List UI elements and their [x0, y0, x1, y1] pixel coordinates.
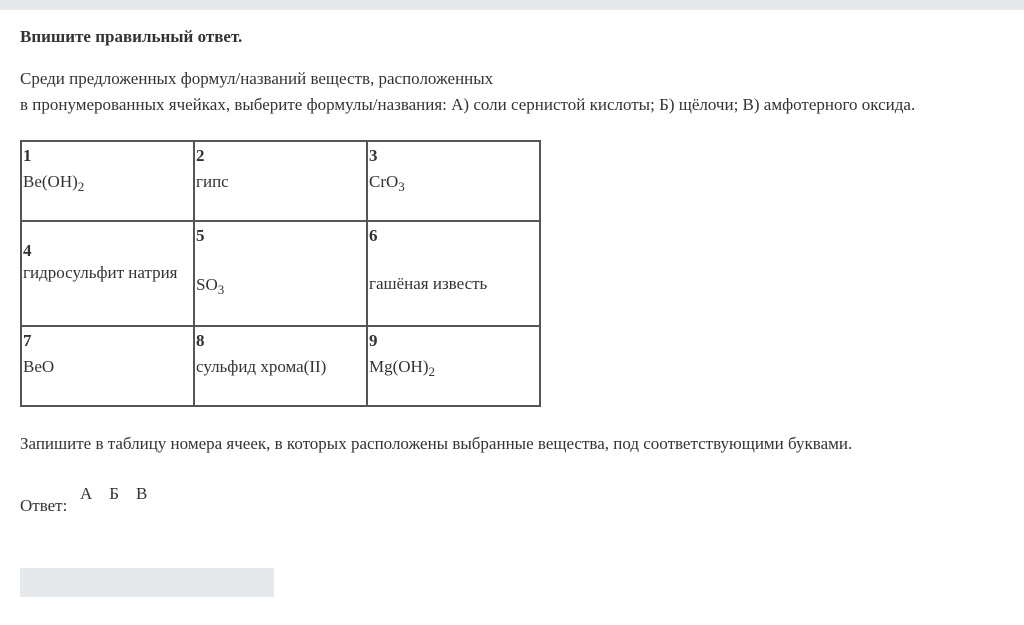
letter-a: А	[80, 484, 93, 503]
cell-value: BeO	[23, 357, 55, 376]
cell-1	[21, 141, 194, 221]
cell-value: сульфид хрома(II)	[196, 357, 327, 376]
cell-value: $Mg(OH)_2$	[369, 357, 435, 379]
cell-6	[367, 221, 540, 326]
cell-value: гидросульфит натрия	[23, 263, 178, 282]
cell-8	[194, 326, 367, 406]
cell-value: $SO_3$	[196, 275, 225, 297]
cell-number: 3	[369, 146, 378, 165]
question-line-2: в пронумерованных ячейках, выберите формулы/названия: А) соли сернистой кислоты; Б) щёлочи; В) амфотерного оксида.	[20, 95, 916, 114]
cell-number: 2	[196, 146, 205, 165]
substances-table	[20, 140, 541, 407]
question-text	[20, 66, 915, 118]
letter-b: Б	[109, 484, 120, 503]
answer-letters	[80, 484, 164, 504]
cell-9	[367, 326, 540, 406]
cell-number: 8	[196, 331, 205, 350]
cell-number: 6	[369, 226, 378, 245]
cell-number: 9	[369, 331, 378, 350]
top-bar	[0, 0, 1024, 10]
question-line-1: Среди предложенных формул/названий веществ, расположенных	[20, 69, 494, 88]
cell-number: 5	[196, 226, 205, 245]
letter-v: В	[136, 484, 148, 503]
answer-input[interactable]	[20, 568, 274, 597]
cell-4	[21, 221, 194, 326]
task-instruction: Впишите правильный ответ.	[20, 27, 243, 46]
cell-number: 7	[23, 331, 32, 350]
cell-5	[194, 221, 367, 326]
cell-value: $Be(OH)_2$	[23, 172, 85, 194]
cell-number: 1	[23, 146, 32, 165]
cell-value: гашёная известь	[369, 274, 488, 293]
cell-number: 4	[23, 241, 32, 260]
cell-3	[367, 141, 540, 221]
answer-label: Ответ:	[20, 496, 68, 515]
cell-value: CrO$_3$	[369, 172, 405, 194]
cell-2	[194, 141, 367, 221]
cell-value: гипс	[196, 172, 229, 191]
write-instruction: Запишите в таблицу номера ячеек, в которых расположены выбранные вещества, под соответствующими буквами.	[20, 434, 853, 453]
cell-7	[21, 326, 194, 406]
